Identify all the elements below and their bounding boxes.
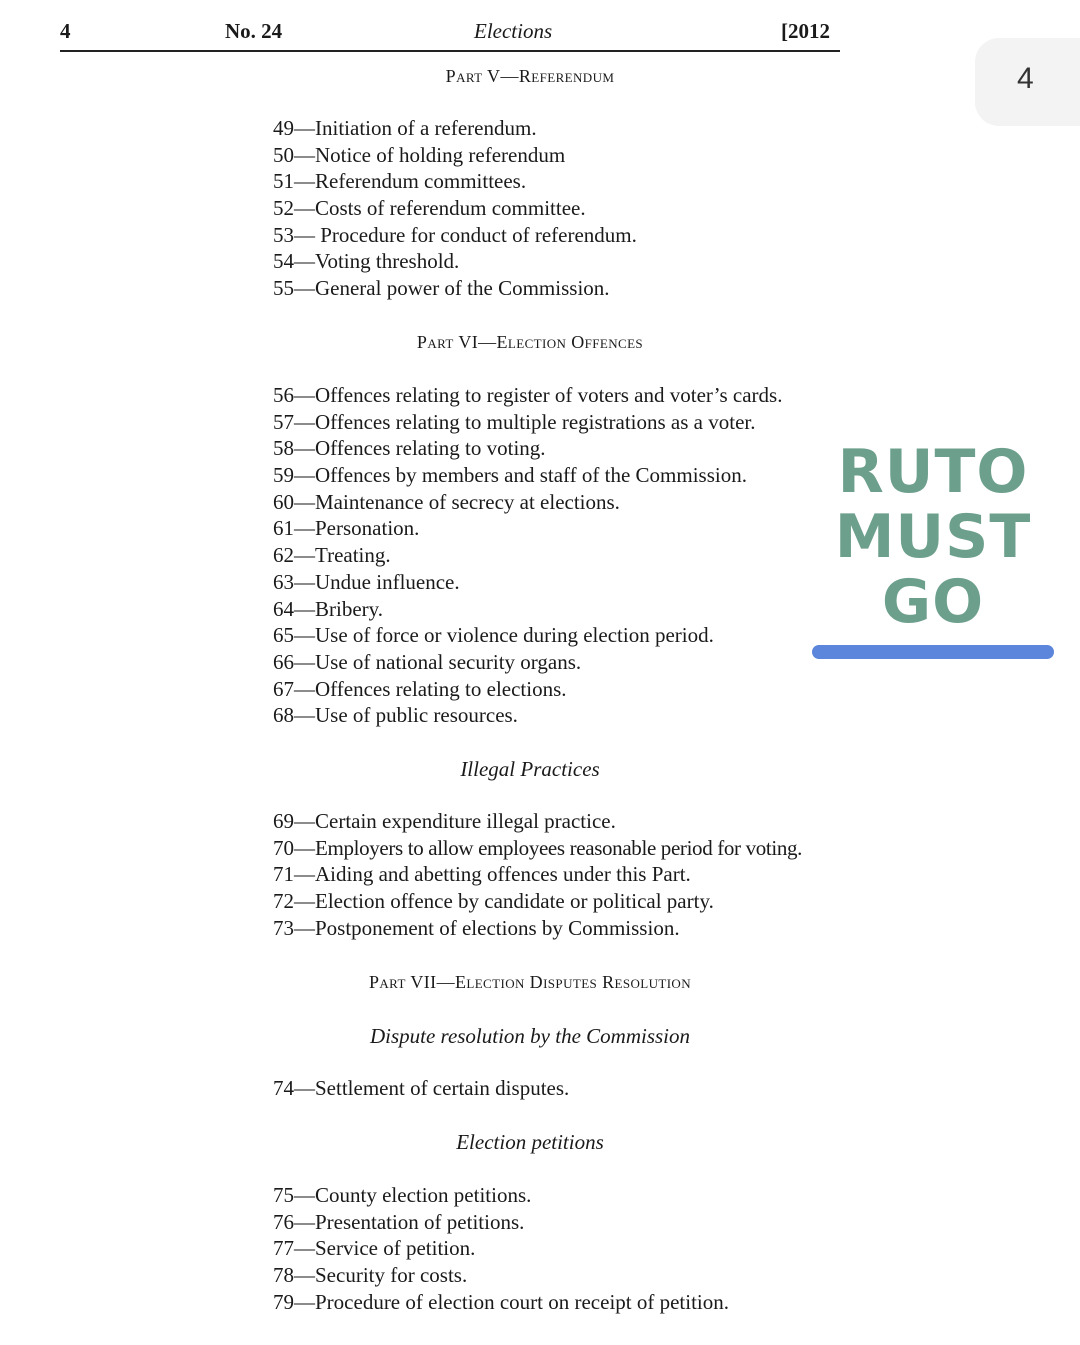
section-number: 61 [273,516,294,541]
section-number: 79 [273,1289,294,1314]
dash: — [294,1076,315,1100]
toc-item [273,808,802,835]
section-number: 78 [273,1263,294,1288]
section-title: Settlement of certain disputes. [315,1076,570,1100]
dash: — [294,835,315,860]
section-title: Offences relating to multiple registrations as a voter. [315,409,756,434]
toc-item [273,888,802,915]
toc-item [273,222,637,249]
dash: — [294,596,315,621]
section-title: Use of public resources. [315,703,518,728]
section-number: 63 [273,569,294,594]
part-vii-dash: — [436,972,455,992]
toc-item [273,622,782,649]
section-title: Offences relating to elections. [315,676,567,701]
section-title: Maintenance of secrecy at elections. [315,489,620,514]
section-title: Use of force or violence during election period. [315,623,714,648]
dash: — [294,276,315,301]
running-header [60,14,840,52]
toc-item [273,142,637,169]
dash: — [294,623,315,648]
section-title: Election offence by candidate or political party. [315,889,714,914]
section-title: Treating. [315,543,391,568]
illegal-practices-heading: Illegal Practices [460,757,600,781]
dash: — [294,383,315,407]
section-title: Offences by members and staff of the Commission. [315,463,747,488]
toc-item [273,435,782,462]
section-title: Notice of holding referendum [315,142,566,167]
dash: — [294,463,315,488]
toc-item [273,835,802,862]
section-number: 53 [273,222,294,247]
part-vii-title: Election Disputes Resolution [454,972,692,992]
section-number: 73 [273,915,294,940]
toc-item [273,915,802,942]
dash: — [294,222,315,247]
section-number: 60 [273,489,294,514]
toc-item [273,676,782,703]
toc-item [273,569,782,596]
header-year: [2012 [781,19,830,43]
section-number: 65 [273,623,294,648]
part-vii-prefix: Part VII [368,972,437,992]
sticker-underline-bar [812,645,1054,659]
dash: — [294,569,315,594]
sticker-line: MUST [834,502,1032,572]
section-number: 59 [273,463,294,488]
part-vi-prefix: Part VI [416,332,479,352]
dash: — [294,1236,315,1261]
section-number: 57 [273,409,294,434]
toc-item [273,409,782,436]
dash: — [294,1183,315,1207]
toc-item [273,195,637,222]
part-v-heading [0,64,1060,88]
section-number: 68 [273,703,294,728]
dash: — [294,862,315,887]
toc-item [273,1209,729,1236]
toc-item [273,382,782,409]
section-title: Service of petition. [315,1236,476,1261]
dash: — [294,409,315,434]
dash: — [294,915,315,940]
section-number: 51 [273,169,294,194]
section-number: 71 [273,862,294,887]
section-number: 76 [273,1209,294,1234]
toc-item [273,861,802,888]
section-number: 74 [273,1076,294,1100]
section-title: Referendum committees. [315,169,527,194]
toc-item [273,1289,729,1316]
dash: — [294,1289,315,1314]
dash: — [294,249,315,274]
dash: — [294,142,315,167]
section-number: 67 [273,676,294,701]
section-title: Use of national security organs. [315,649,582,674]
commission-dispute-heading: Dispute resolution by the Commission [369,1024,691,1048]
dash: — [294,1263,315,1288]
election-petitions-heading: Election petitions [456,1130,604,1154]
section-number: 77 [273,1236,294,1261]
header-title: Elections [474,19,553,43]
section-title: Employers to allow employees reasonable period for voting. [315,835,803,860]
part-v-title: Referendum [518,66,615,86]
sticker-line: GO [881,567,985,637]
toc-item [273,1182,729,1209]
part-vi-dash: — [478,332,497,352]
toc-item [273,489,782,516]
section-title: Procedure for conduct of referendum. [315,222,637,247]
toc-item [273,462,782,489]
dash: — [294,516,315,541]
dash: — [294,1209,315,1234]
section-number: 54 [273,249,294,274]
section-number: 52 [273,196,294,221]
dash: — [294,809,315,833]
sticker-line: RUTO [837,437,1029,507]
toc-item [273,649,782,676]
dash: — [294,489,315,514]
section-number: 56 [273,383,294,407]
section-number: 49 [273,116,294,140]
part-vii-heading [0,970,1060,994]
toc-item [273,1235,729,1262]
section-title: County election petitions. [315,1183,532,1207]
part-vi-title: Election Offences [496,332,644,352]
toc-item [273,115,637,142]
toc-item [273,1262,729,1289]
dash: — [294,196,315,221]
dash: — [294,649,315,674]
dash: — [294,676,315,701]
toc-item [273,542,782,569]
section-title: Procedure of election court on receipt of petition. [315,1289,730,1314]
section-title: Certain expenditure illegal practice. [315,809,616,833]
section-title: Security for costs. [315,1263,468,1288]
header-act-number: No. 24 [225,19,283,43]
section-number: 66 [273,649,294,674]
toc-item [273,248,637,275]
section-number: 62 [273,543,294,568]
section-number: 72 [273,889,294,914]
header-page-number: 4 [60,19,71,43]
dash: — [294,436,315,461]
section-title: Voting threshold. [315,249,460,274]
section-number: 64 [273,596,294,621]
section-number: 70 [273,835,294,860]
page-indicator-number: 4 [1017,62,1034,95]
section-title: Offences relating to register of voters and voter’s cards. [315,383,783,407]
dash: — [294,889,315,914]
section-title: Bribery. [315,596,384,621]
section-number: 75 [273,1183,294,1207]
section-title: Undue influence. [315,569,460,594]
dash: — [294,116,315,140]
protest-sticker [812,437,1054,665]
toc-item [273,168,637,195]
section-number: 58 [273,436,294,461]
dash: — [294,543,315,568]
toc-item [273,275,637,302]
toc-item [273,1075,569,1102]
section-title: General power of the Commission. [315,276,610,301]
commission-dispute-list [273,1075,569,1102]
section-title: Presentation of petitions. [315,1209,525,1234]
part-vi-list [273,382,782,729]
toc-item [273,596,782,623]
section-number: 69 [273,809,294,833]
section-title: Initiation of a referendum. [315,116,537,140]
toc-item [273,702,782,729]
section-title: Postponement of elections by Commission. [315,915,680,940]
illegal-practices-list [273,808,802,941]
election-petitions-list [273,1182,729,1315]
section-number: 55 [273,276,294,301]
section-title: Offences relating to voting. [315,436,546,461]
toc-item [273,515,782,542]
section-title: Aiding and abetting offences under this Part. [315,862,691,887]
section-title: Costs of referendum committee. [315,196,586,221]
part-vi-heading [0,330,1060,354]
section-title: Personation. [315,516,420,541]
part-v-prefix: Part V [445,66,501,86]
section-number: 50 [273,142,294,167]
dash: — [294,169,315,194]
part-v-dash: — [500,66,519,86]
part-v-list [273,115,637,302]
dash: — [294,703,315,728]
